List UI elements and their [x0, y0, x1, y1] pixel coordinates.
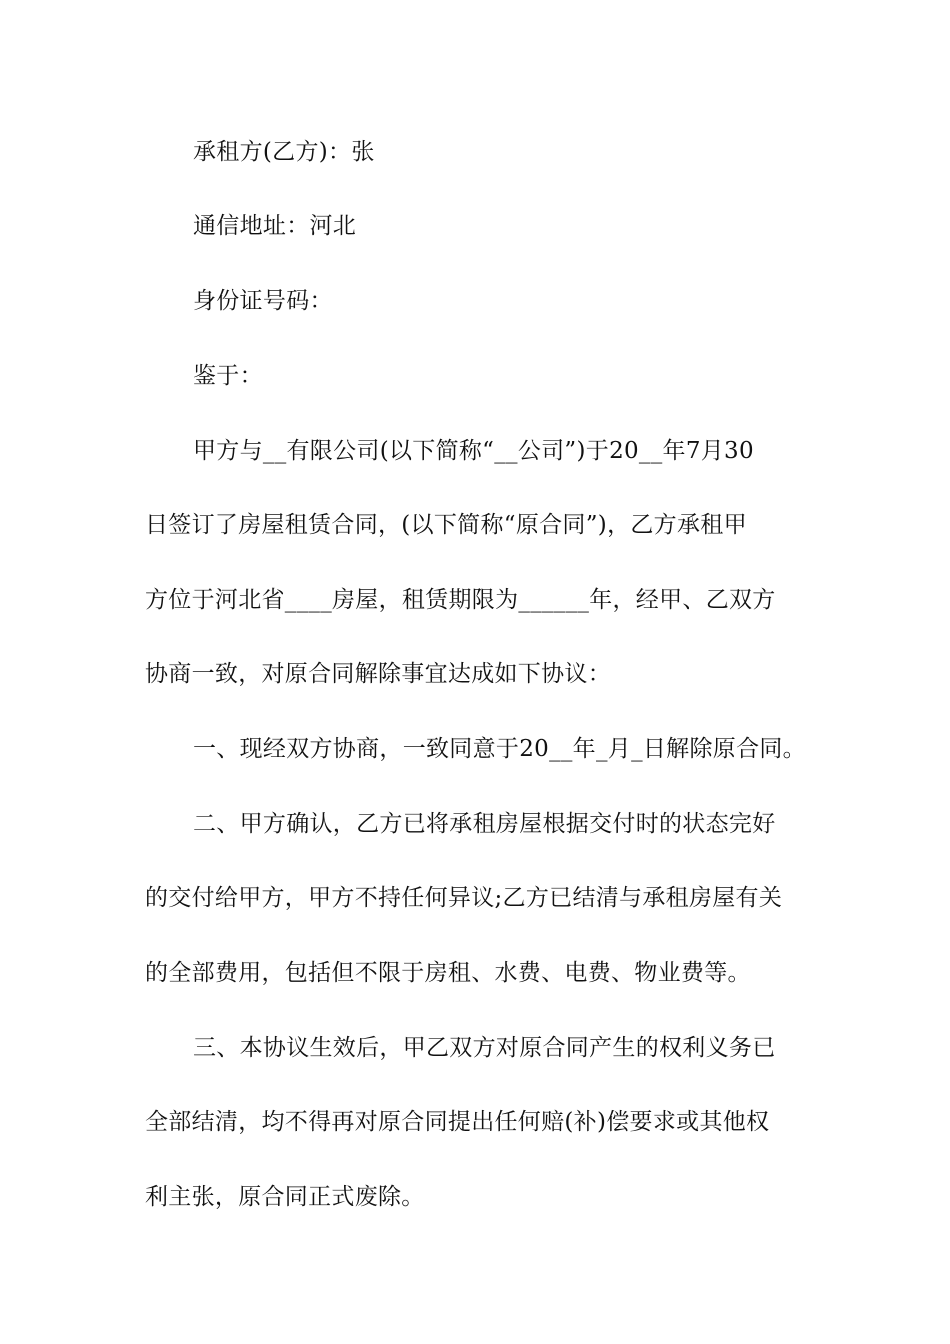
paragraph-line: 方位于河北省____房屋，租赁期限为______年，经甲、乙双方 [145, 587, 776, 613]
whereas-line: 鉴于： [193, 363, 263, 389]
id-number-line: 身份证号码： [193, 288, 333, 314]
paragraph-line: 甲方与__有限公司(以下简称“__公司”)于20__年7月30 [193, 438, 754, 464]
paragraph-line: 的全部费用，包括但不限于房租、水费、电费、物业费等。 [145, 960, 751, 986]
address-line: 通信地址：河北 [193, 213, 357, 239]
paragraph-line: 的交付给甲方，甲方不持任何异议;乙方已结清与承租房屋有关 [145, 885, 783, 911]
clause-one-line: 一、现经双方协商，一致同意于20__年_月_日解除原合同。 [193, 736, 806, 762]
paragraph-line: 协商一致，对原合同解除事宜达成如下协议： [145, 661, 611, 687]
clause-three-line: 三、本协议生效后，甲乙双方对原合同产生的权利义务已 [193, 1035, 776, 1061]
paragraph-line: 日签订了房屋租赁合同，(以下简称“原合同”)，乙方承租甲 [145, 512, 747, 538]
clause-two-line: 二、甲方确认，乙方已将承租房屋根据交付时的状态完好 [193, 811, 776, 837]
tenant-line: 承租方(乙方)：张 [193, 139, 375, 165]
paragraph-line: 全部结清，均不得再对原合同提出任何赔(补)偿要求或其他权 [145, 1109, 770, 1135]
paragraph-line: 利主张，原合同正式废除。 [145, 1184, 425, 1210]
